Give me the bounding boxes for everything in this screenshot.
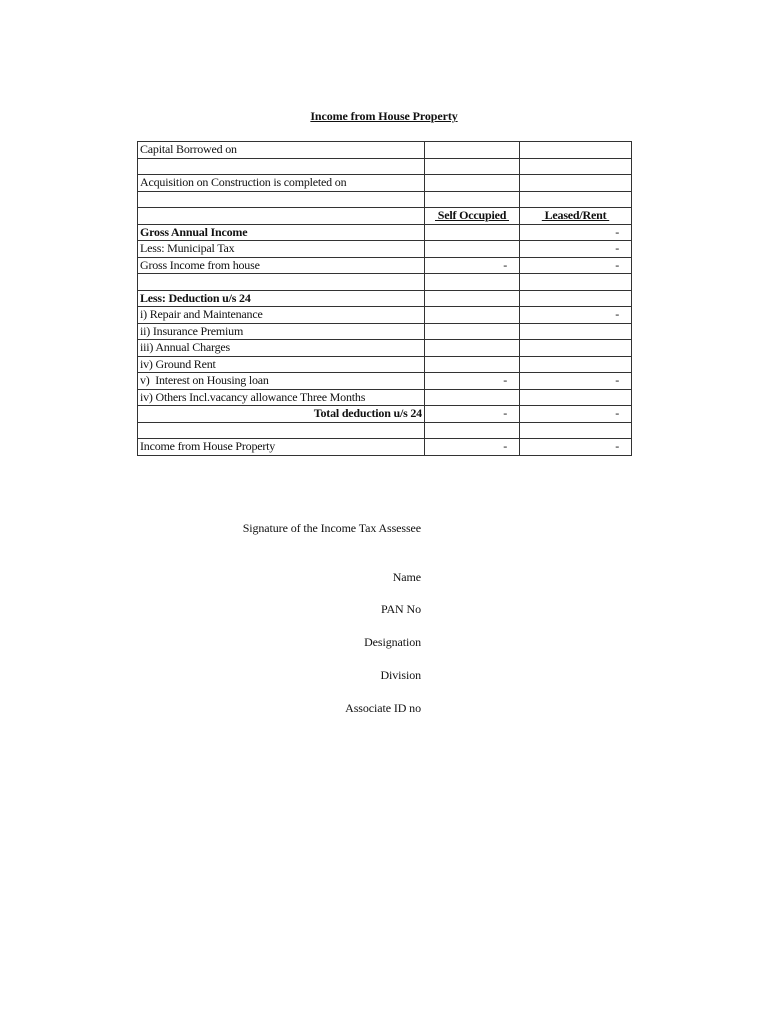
- insurance-self[interactable]: [425, 323, 520, 340]
- interest-leased[interactable]: -: [520, 373, 632, 390]
- insurance-label: ii) Insurance Premium: [138, 323, 425, 340]
- gross-annual-income-leased[interactable]: -: [520, 224, 632, 241]
- table-row: [138, 356, 632, 373]
- capital-borrowed-leased[interactable]: [520, 142, 632, 159]
- total-deduction-self[interactable]: -: [425, 406, 520, 423]
- page-title: Income from House Property: [310, 109, 458, 123]
- income-table: [137, 141, 632, 456]
- capital-borrowed-label: Capital Borrowed on: [138, 142, 425, 159]
- annual-charges-label: iii) Annual Charges: [138, 340, 425, 357]
- table-row: [138, 274, 632, 291]
- repair-label: i) Repair and Maintenance: [138, 307, 425, 324]
- designation-label: Designation: [364, 635, 421, 649]
- income-house-property-leased[interactable]: -: [520, 439, 632, 456]
- municipal-tax-self[interactable]: [425, 241, 520, 258]
- table-row: [138, 439, 632, 456]
- gross-income-house-label: Gross Income from house: [138, 257, 425, 274]
- table-row: [138, 191, 632, 208]
- income-house-property-label: Income from House Property: [138, 439, 425, 456]
- table-row: [138, 241, 632, 258]
- table-row: [138, 158, 632, 175]
- repair-leased[interactable]: -: [520, 307, 632, 324]
- annual-charges-leased[interactable]: [520, 340, 632, 357]
- gross-annual-income-label: Gross Annual Income: [138, 224, 425, 241]
- ground-rent-leased[interactable]: [520, 356, 632, 373]
- division-label: Division: [380, 668, 421, 682]
- municipal-tax-label: Less: Municipal Tax: [138, 241, 425, 258]
- gross-annual-income-self[interactable]: [425, 224, 520, 241]
- capital-borrowed-self[interactable]: [425, 142, 520, 159]
- gross-income-house-self[interactable]: -: [425, 257, 520, 274]
- signature-label: Signature of the Income Tax Assessee: [242, 521, 421, 535]
- name-label: Name: [392, 570, 421, 584]
- table-row: [138, 389, 632, 406]
- ground-rent-label: iv) Ground Rent: [138, 356, 425, 373]
- municipal-tax-leased[interactable]: -: [520, 241, 632, 258]
- annual-charges-self[interactable]: [425, 340, 520, 357]
- table-row: [138, 142, 632, 159]
- others-leased[interactable]: [520, 389, 632, 406]
- table-row: [138, 307, 632, 324]
- deduction-header: Less: Deduction u/s 24: [138, 290, 425, 307]
- column-header-leased-rent: Leased/Rent: [520, 208, 632, 225]
- interest-label: v) Interest on Housing loan: [138, 373, 425, 390]
- others-self[interactable]: [425, 389, 520, 406]
- total-deduction-label: Total deduction u/s 24: [138, 406, 425, 423]
- table-row: [138, 224, 632, 241]
- ground-rent-self[interactable]: [425, 356, 520, 373]
- interest-self[interactable]: -: [425, 373, 520, 390]
- associate-id-label: Associate ID no: [345, 701, 421, 715]
- acquisition-self[interactable]: [425, 175, 520, 192]
- insurance-leased[interactable]: [520, 323, 632, 340]
- table-row: [138, 422, 632, 439]
- table-row: [138, 257, 632, 274]
- repair-self[interactable]: [425, 307, 520, 324]
- table-row: [138, 323, 632, 340]
- column-header-self-occupied: Self Occupied: [425, 208, 520, 225]
- income-house-property-self[interactable]: -: [425, 439, 520, 456]
- total-deduction-leased[interactable]: -: [520, 406, 632, 423]
- acquisition-label: Acquisition on Construction is completed on: [138, 175, 425, 192]
- acquisition-leased[interactable]: [520, 175, 632, 192]
- table-row: [138, 290, 632, 307]
- table-row: [138, 340, 632, 357]
- others-label: iv) Others Incl.vacancy allowance Three Months: [138, 389, 425, 406]
- gross-income-house-leased[interactable]: -: [520, 257, 632, 274]
- table-header-row: [138, 208, 632, 225]
- pan-label: PAN No: [381, 602, 421, 616]
- table-row: [138, 406, 632, 423]
- table-row: [138, 175, 632, 192]
- table-row: [138, 373, 632, 390]
